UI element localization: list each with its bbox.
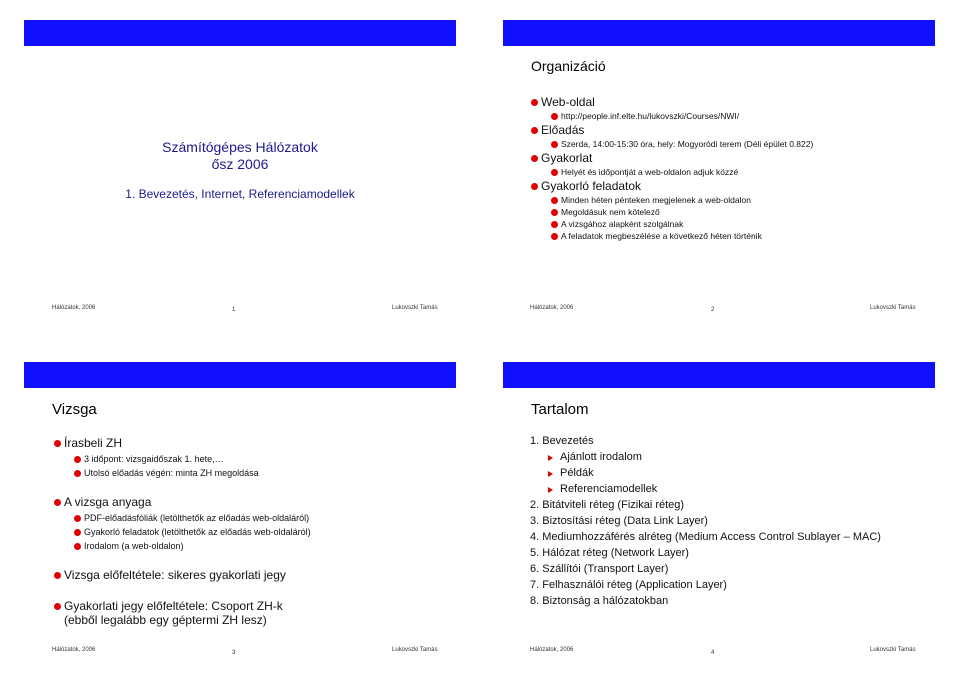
red-dot-bullet-icon — [551, 113, 558, 120]
red-dot-bullet-icon — [74, 515, 81, 522]
bullet-text: Ajánlott irodalom — [560, 451, 642, 463]
bullet-item — [54, 599, 454, 613]
bullet-item — [531, 123, 931, 137]
slide2-bullet-list — [531, 95, 931, 241]
bullet-text: Megoldásuk nem kötelező — [561, 207, 660, 217]
red-dot-bullet-icon — [531, 155, 538, 162]
red-dot-bullet-icon — [551, 221, 558, 228]
bullet-text: A vizsgához alapként szolgálnak — [561, 219, 684, 229]
bullet-text: Gyakorló feladatok — [541, 179, 642, 193]
bullet-item — [54, 454, 454, 464]
red-dot-bullet-icon — [74, 543, 81, 550]
bullet-text: 3 időpont: vizsgaidőszak 1. hete,… — [84, 454, 224, 464]
bullet-item — [530, 547, 940, 559]
slide3-page-number: 3 — [232, 650, 236, 656]
bullet-item — [54, 513, 454, 523]
slide2-title: Organizáció — [531, 58, 606, 74]
red-dot-bullet-icon — [531, 99, 538, 106]
bullet-item — [54, 495, 454, 509]
bullet-text: PDF-előadásfóliák (letölthetők az előadás web-oldaláról) — [84, 513, 310, 523]
bullet-text: Utolsó előadás végén: minta ZH megoldása — [84, 468, 259, 478]
bullet-text: Írasbeli ZH — [64, 436, 123, 450]
red-dot-bullet-icon — [54, 572, 61, 579]
bullet-text: 1. Bevezetés — [530, 435, 594, 447]
bullet-item — [530, 515, 940, 527]
bullet-text: A vizsga anyaga — [64, 495, 152, 509]
bullet-item — [531, 111, 931, 121]
bullet-text: A feladatok megbeszélése a következő héten történik — [561, 231, 762, 241]
bullet-item — [531, 167, 931, 177]
red-dot-bullet-icon — [531, 127, 538, 134]
bullet-item — [530, 531, 940, 543]
bullet-text: 8. Biztonság a hálózatokban — [530, 595, 669, 607]
red-dot-bullet-icon — [74, 529, 81, 536]
slide4-footer-right: Lukovszki Tamás — [870, 647, 916, 653]
slide2-page-number: 2 — [711, 307, 715, 313]
bullet-text: http://people.inf.elte.hu/lukovszki/Courses/NWI/ — [561, 111, 740, 121]
bullet-item — [530, 563, 940, 575]
bullet-item — [54, 613, 454, 627]
bullet-item — [530, 579, 940, 591]
slide1-page-number: 1 — [232, 307, 236, 313]
slide1-title-block — [60, 139, 420, 201]
red-dot-bullet-icon — [54, 440, 61, 447]
red-dot-bullet-icon — [74, 470, 81, 477]
bullet-text: Gyakorlat — [541, 151, 593, 165]
bullet-item — [531, 231, 931, 241]
bullet-item — [530, 467, 940, 479]
bullet-text: 4. Mediumhozzáférés alréteg (Medium Access Control Sublayer – MAC) — [530, 531, 881, 543]
slide2-footer-left: Hálózatok, 2006 — [530, 305, 574, 311]
bullet-text: Helyét és időpontját a web-oldalon adjuk közzé — [561, 167, 739, 177]
bullet-text: Minden héten pénteken megjelenek a web-oldalon — [561, 195, 751, 205]
bullet-item — [531, 219, 931, 229]
bullet-item — [530, 435, 940, 447]
bullet-text: 3. Biztosítási réteg (Data Link Layer) — [530, 515, 708, 527]
bullet-item — [531, 195, 931, 205]
bullet-item — [530, 499, 940, 511]
bullet-item — [531, 95, 931, 109]
bullet-text: Szerda, 14:00-15:30 óra, hely: Mogyoródi terem (Déli épület 0.822) — [561, 139, 814, 149]
bullet-text: Web-oldal — [541, 95, 595, 109]
bullet-text: 2. Bitátviteli réteg (Fizikai réteg) — [530, 499, 685, 511]
slide4-banner — [503, 362, 935, 388]
red-dot-bullet-icon — [551, 141, 558, 148]
slide4-footer-left: Hálózatok, 2006 — [530, 647, 574, 653]
slide2-banner — [503, 20, 935, 46]
bullet-text: (ebből legalább egy géptermi ZH lesz) — [64, 613, 267, 627]
bullet-item — [531, 139, 931, 149]
red-dot-bullet-icon — [54, 499, 61, 506]
bullet-text: 7. Felhasználói réteg (Application Layer) — [530, 579, 727, 591]
bullet-text: Gyakorló feladatok (letölthetők az előadás web-oldaláról) — [84, 527, 311, 537]
red-dot-bullet-icon — [551, 197, 558, 204]
triangle-bullet-icon — [548, 487, 553, 493]
slide1-title-line1: Számítógépes Hálózatok — [162, 139, 318, 155]
red-dot-bullet-icon — [551, 209, 558, 216]
slide4-page-number: 4 — [711, 650, 715, 656]
bullet-item — [530, 595, 940, 607]
red-dot-bullet-icon — [74, 456, 81, 463]
red-dot-bullet-icon — [531, 183, 538, 190]
bullet-text: 5. Hálózat réteg (Network Layer) — [530, 547, 689, 559]
slide1-banner — [24, 20, 456, 46]
bullet-text: Gyakorlati jegy előfeltétele: Csoport ZH-k — [64, 599, 283, 613]
slide3-footer-left: Hálózatok, 2006 — [52, 647, 96, 653]
bullet-item — [531, 207, 931, 217]
slide3-banner — [24, 362, 456, 388]
bullet-item — [531, 179, 931, 193]
slide4-bullet-list — [530, 435, 940, 607]
slide3-bullet-list — [54, 436, 454, 627]
red-dot-bullet-icon — [54, 603, 61, 610]
bullet-item — [54, 436, 454, 450]
red-dot-bullet-icon — [551, 233, 558, 240]
bullet-item — [54, 541, 454, 551]
bullet-item — [530, 483, 940, 495]
bullet-text: 6. Szállítói (Transport Layer) — [530, 563, 669, 575]
triangle-bullet-icon — [548, 455, 553, 461]
bullet-text: Példák — [560, 467, 594, 479]
bullet-text: Vizsga előfeltétele: sikeres gyakorlati jegy — [64, 568, 286, 582]
slide1-footer-left: Hálózatok, 2006 — [52, 305, 96, 311]
slide3-title: Vizsga — [52, 401, 97, 418]
red-dot-bullet-icon — [551, 169, 558, 176]
slide2-footer-right: Lukovszki Tamás — [870, 305, 916, 311]
slide4-title: Tartalom — [531, 401, 589, 418]
bullet-item — [54, 468, 454, 478]
bullet-item — [54, 527, 454, 537]
bullet-text: Referenciamodellek — [560, 483, 658, 495]
slide1-footer-right: Lukovszki Tamás — [392, 305, 438, 311]
slide1-title-line2: ősz 2006 — [211, 156, 269, 172]
bullet-item — [54, 568, 454, 582]
triangle-bullet-icon — [548, 471, 553, 477]
bullet-text: Irodalom (a web-oldalon) — [84, 541, 184, 551]
slide1-subtitle: 1. Bevezetés, Internet, Referenciamodellek — [125, 187, 355, 201]
slide3-footer-right: Lukovszki Tamás — [392, 647, 438, 653]
bullet-item — [530, 451, 940, 463]
bullet-text: Előadás — [541, 123, 585, 137]
bullet-item — [531, 151, 931, 165]
